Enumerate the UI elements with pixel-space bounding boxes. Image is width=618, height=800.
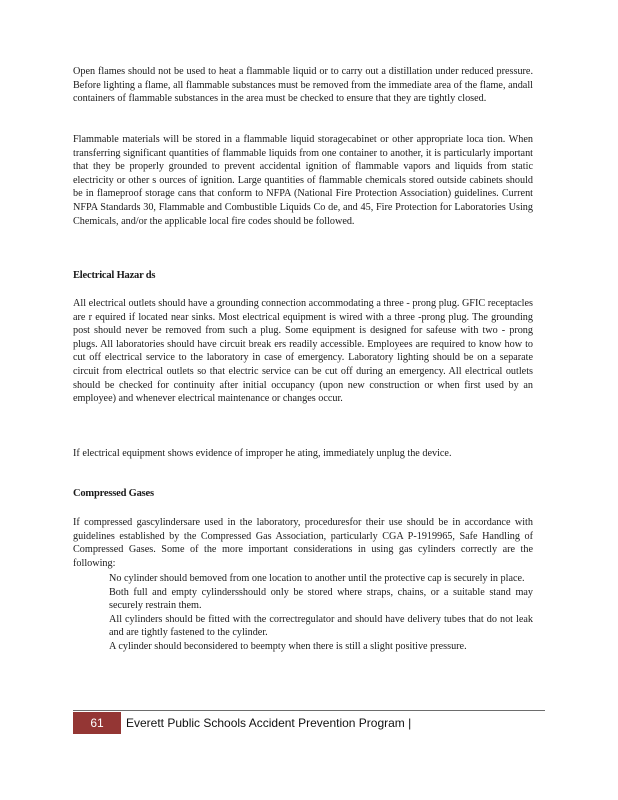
footer-title: Everett Public Schools Accident Prevention Program | xyxy=(126,716,412,730)
list-item-text: No cylinder should bemoved from one location to another until the protective cap is securely in place. xyxy=(109,573,525,584)
paragraph-electrical-outlets: All electrical outlets should have a grounding connection accommodating a three - prong plug. GFIC receptacles are r equired if located near sinks. Most electrical equipment is wired with a three -prong plug. The grounding post should never be removed from such a plug. Some equipment is designed for safeuse with two - prong plugs. All laboratories should have circuit break ers readily accessible. Employees are required to know how to cut off electrical service to the laboratory in case of emergency. Laboratory lighting should be on a separate circuit from electrical outlets so that electric service can be cut off during an emergency. All electrical outlets should be checked for continuity after initial occupancy (upon new construction or when first used by an employee) and whenever electrical maintenance or changes occur. xyxy=(73,298,533,405)
list-item-text: All cylinders should be fitted with the correctregulator and should have delivery tubes that do not leak and are tightly fastened to the cylinder. xyxy=(109,613,533,639)
footer-divider xyxy=(73,710,545,711)
footer-page-number: 61 xyxy=(73,712,121,734)
list-item xyxy=(90,613,533,640)
gas-cylinder-list xyxy=(90,572,533,654)
list-item xyxy=(90,572,533,586)
list-item-text: A cylinder should beconsidered to beempty when there is still a slight positive pressure. xyxy=(109,640,467,652)
paragraph-compressed-gases: If compressed gascylindersare used in the laboratory, proceduresfor their use should be in accordance with guidelines established by the Compressed Gas Association, particularly CGA P-1919965, Safe Handling of Compressed Gases. Some of the more important considerations in using gas cylinders correctly are the following: xyxy=(73,517,533,569)
heading-electrical-hazards: Electrical Hazar ds xyxy=(73,270,156,281)
list-item xyxy=(90,586,533,613)
list-item xyxy=(90,640,533,654)
paragraph-open-flames: Open flames should not be used to heat a flammable liquid or to carry out a distillation under reduced pressure. Before lighting a flame, all flammable substances must be removed from the immediate area of the flame, andall containers of flammable substances in the area must be checked to ensure that they are tightly closed. xyxy=(73,66,533,105)
heading-compressed-gases: Compressed Gases xyxy=(73,488,154,499)
list-item-text: Both full and empty cylindersshould only be stored where straps, chains, or a suitable stand may securely restrain them. xyxy=(109,586,533,612)
paragraph-flammable-materials: Flammable materials will be stored in a flammable liquid storagecabinet or other appropriate loca tion. When transferring significant quantities of flammable liquids from one container to another, it is particularly important that they be properly grounded to prevent accidental ignition of flammable vapors and liquids from static electricity or other s ources of ignition. Large quantities of flammable chemicals stored outside cabinets should be in flameproof storage cans that conform to NFPA (National Fire Protection Association) guidelines. Current NFPA Standards 30, Flammable and Combustible Liquids Co de, and 45, Fire Protection for Laboratories Using Chemicals, and/or the applicable local fire codes should be followed. xyxy=(73,134,533,227)
paragraph-electrical-equipment: If electrical equipment shows evidence of improper he ating, immediately unplug the device. xyxy=(73,448,452,459)
